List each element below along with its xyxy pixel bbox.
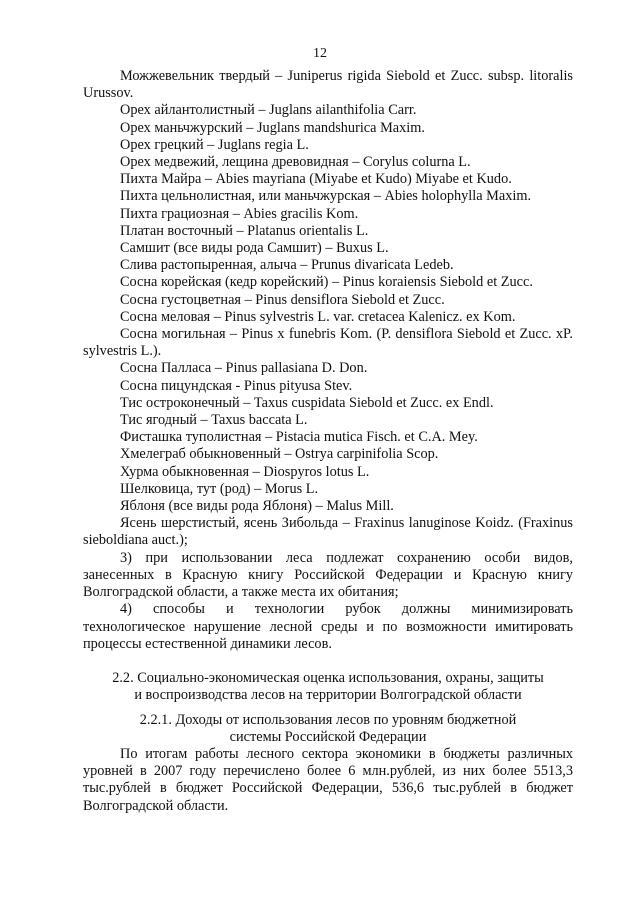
species-entry: Пихта Майра – Abies mayriana (Miyabe et Kudo) Miyabe et Kudo.	[120, 171, 512, 188]
species-entry: Пихта грациозная – Abies gracilis Kom.	[120, 205, 359, 222]
subsection-heading-line: системы Российской Федерации	[229, 729, 427, 746]
species-entry: Сосна меловая – Pinus sylvestris L. var. cretacea Kalenicz. ex Kom.	[120, 308, 516, 325]
species-entry: Самшит (все виды рода Самшит) – Buxus L.	[120, 240, 389, 257]
species-entry: Тис остроконечный – Taxus cuspidata Siebold et Zucc. ex Endl.	[120, 394, 494, 411]
species-entry: Платан восточный – Platanus orientalis L.	[120, 222, 369, 239]
species-entry: Яблоня (все виды рода Яблоня) – Malus Mill.	[120, 498, 394, 515]
revenue-paragraph-block	[83, 746, 573, 815]
species-entry: Тис ягодный – Taxus baccata L.	[120, 412, 308, 429]
main-text-block	[83, 68, 573, 653]
list-item-3: 3) при использовании леса подлежат сохранению особи видов, занесенных в Красную книгу Российской Федерации и Красную книгу Волгоградской области, а также места их обитания;	[83, 549, 573, 601]
species-entry: Сосна могильная – Pinus x funebris Kom. (P. densiflora Siebold et Zucc. xP. sylvestris L.).	[83, 326, 573, 360]
species-entry: Орех айлантолистный – Juglans ailanthifolia Carr.	[120, 102, 417, 119]
species-entry: Можжевельник твердый – Juniperus rigida Siebold et Zucc. subsp. litoralis Urussov.	[83, 68, 573, 102]
species-entry: Хурма обыкновенная – Diospyros lotus L.	[120, 463, 370, 480]
species-entry: Сосна Палласа – Pinus pallasiana D. Don.	[120, 360, 368, 377]
species-entry: Орех медвежий, лещина древовидная – Corylus colurna L.	[120, 154, 471, 171]
section-heading-2-2-1	[83, 712, 573, 746]
species-entry: Сосна пицундская - Pinus pityusa Stev.	[120, 377, 353, 394]
section-heading-line: и воспроизводства лесов на территории Волгоградской области	[134, 687, 522, 704]
species-entry: Слива растопыренная, алыча – Prunus divaricata Ledeb.	[120, 257, 454, 274]
species-entry: Сосна густоцветная – Pinus densiflora Siebold et Zucc.	[120, 291, 445, 308]
section-heading-2-2	[83, 670, 573, 704]
list-item-4: 4) способы и технологии рубок должны минимизировать технологическое нарушение лесной среды и по возможности имитировать процессы естественной динамики лесов.	[83, 601, 573, 652]
species-entry: Фисташка туполистная – Pistacia mutica Fisch. et C.A. Mey.	[120, 429, 478, 446]
species-entry: Пихта цельнолистная, или маньчжурская – Abies holophylla Maxim.	[120, 188, 532, 205]
species-entry: Орех грецкий – Juglans regia L.	[120, 136, 309, 153]
revenue-paragraph: По итогам работы лесного сектора экономики в бюджеты различных уровней в 2007 году перечислено более 6 млн.рублей, из них более 5513,3 тыс.рублей в бюджет Российской Федерации, 536,6 тыс.рублей в бюджет Волгоградской области.	[83, 746, 573, 814]
page-number: 12	[313, 46, 327, 61]
species-entry: Орех маньчжурский – Juglans mandshurica Maxim.	[120, 119, 425, 136]
species-entry: Ясень шерстистый, ясень Зибольда – Fraxinus lanuginose Koidz. (Fraxinus sieboldiana auct.);	[83, 515, 573, 549]
species-entry: Шелковица, тут (род) – Morus L.	[120, 480, 319, 497]
species-entry: Сосна корейская (кедр корейский) – Pinus koraiensis Siebold et Zucc.	[120, 274, 533, 291]
subsection-heading-line: 2.2.1. Доходы от использования лесов по уровням бюджетной	[139, 712, 517, 728]
species-entry: Хмелеграб обыкновенный – Ostrya carpinifolia Scop.	[120, 446, 439, 463]
section-heading-line: 2.2. Социально-экономическая оценка использования, охраны, защиты	[112, 670, 544, 686]
